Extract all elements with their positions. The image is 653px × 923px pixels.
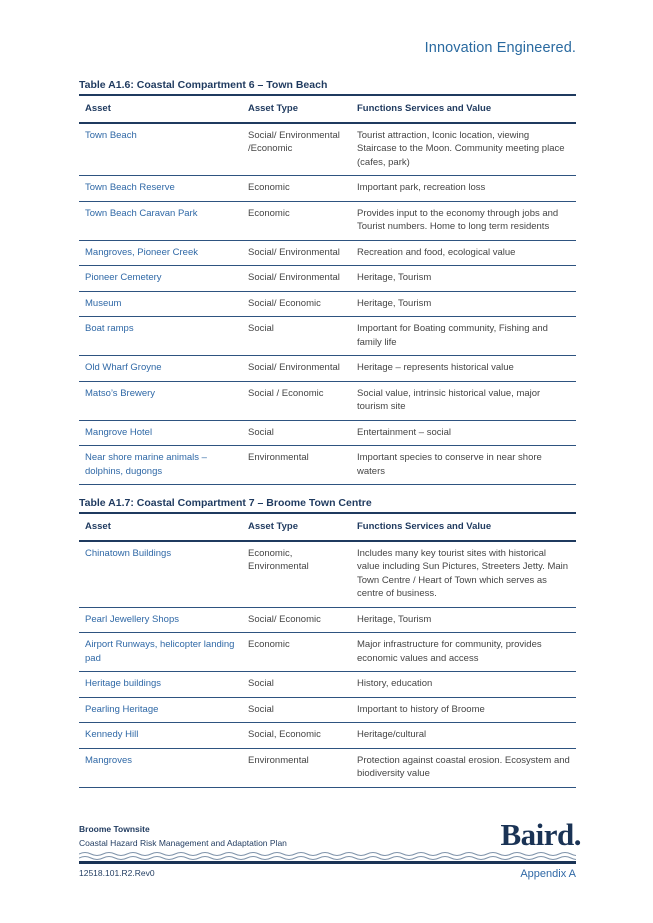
asset-type-cell: Social / Economic	[248, 387, 324, 399]
asset-cell: Matso’s Brewery	[85, 387, 156, 399]
asset-type-cell: Social	[248, 426, 274, 438]
asset-type-cell: Social/ Environmental	[248, 272, 340, 283]
table-row	[79, 240, 576, 266]
table-row	[79, 541, 576, 608]
asset-type-cell: Social/ Environmental /Economic	[248, 129, 340, 154]
asset-cell: Museum	[85, 297, 122, 309]
asset-type-cell: Social	[248, 703, 274, 715]
functions-cell: Social value, intrinsic historical value, major tourism site	[357, 387, 541, 412]
asset-cell: Pearl Jewellery Shops	[85, 613, 179, 625]
asset-type-cell: Social	[248, 323, 274, 334]
asset-type-cell: Economic, Environmental	[248, 547, 309, 572]
table-a1-7-body	[79, 541, 576, 788]
asset-type-cell: Social, Economic	[248, 729, 321, 740]
table-row	[79, 446, 576, 485]
header-tagline: Innovation Engineered.	[424, 40, 576, 56]
asset-cell: Chinatown Buildings	[85, 547, 172, 559]
table-a1-6	[79, 94, 576, 485]
table-row	[79, 201, 576, 240]
table-row	[79, 748, 576, 787]
footer-plan-title: Coastal Hazard Risk Management and Adaptation Plan	[79, 838, 287, 848]
asset-cell: Kennedy Hill	[85, 729, 139, 740]
asset-type-cell: Environmental	[248, 452, 309, 463]
column-header-functions: Functions Services and Value	[357, 103, 492, 114]
functions-cell: Important park, recreation loss	[357, 182, 486, 193]
asset-cell: Town Beach Reserve	[85, 182, 175, 193]
baird-logo: Baird.	[500, 817, 581, 852]
asset-type-cell: Social	[248, 678, 274, 689]
asset-cell: Town Beach Caravan Park	[85, 207, 198, 219]
functions-cell: Heritage, Tourism	[357, 272, 432, 283]
column-header-asset-type: Asset Type	[248, 521, 298, 532]
table-row	[79, 266, 576, 292]
wave-divider-icon	[79, 851, 576, 864]
asset-cell: Near shore marine animals – dolphins, dugongs	[85, 452, 207, 477]
functions-cell: Important for Boating community, Fishing and family life	[357, 323, 548, 348]
asset-cell: Pioneer Cemetery	[85, 272, 162, 283]
document-reference: 12518.101.R2.Rev0	[79, 868, 155, 878]
functions-cell: Important species to conserve in near shore waters	[357, 452, 542, 477]
asset-type-cell: Social/ Economic	[248, 613, 321, 625]
asset-type-cell: Environmental	[248, 754, 309, 766]
asset-cell: Airport Runways, helicopter landing pad	[85, 639, 235, 664]
table-row	[79, 607, 576, 633]
functions-cell: Major infrastructure for community, provides economic values and access	[357, 639, 542, 664]
functions-cell: Includes many key tourist sites with historical value including Sun Pictures, Streeters Jetty. Main Town Centre / Heart of Town which serves as centre of business.	[357, 547, 569, 599]
asset-type-cell: Social/ Environmental	[248, 362, 340, 373]
asset-cell: Mangrove Hotel	[85, 426, 153, 438]
functions-cell: Heritage, Tourism	[357, 613, 432, 625]
table-a1-7	[79, 512, 576, 788]
functions-cell: Provides input to the economy through jobs and Tourist numbers. Home to long term residents	[357, 207, 559, 232]
asset-cell: Pearling Heritage	[85, 703, 159, 715]
table-row	[79, 176, 576, 202]
functions-cell: Protection against coastal erosion. Ecosystem and biodiversity value	[357, 754, 570, 779]
asset-cell: Old Wharf Groyne	[85, 362, 162, 373]
table-row	[79, 356, 576, 382]
table-header-row	[79, 513, 576, 541]
table-row	[79, 291, 576, 317]
column-header-functions: Functions Services and Value	[357, 521, 492, 532]
asset-cell: Mangroves	[85, 754, 132, 766]
table-row	[79, 672, 576, 698]
functions-cell: Important to history of Broome	[357, 703, 485, 715]
functions-cell: History, education	[357, 678, 433, 689]
functions-cell: Heritage, Tourism	[357, 297, 432, 309]
table-row	[79, 420, 576, 446]
column-header-asset: Asset	[85, 103, 111, 114]
functions-cell: Tourist attraction, Iconic location, viewing Staircase to the Moon. Community meeting place (cafes, park)	[357, 129, 565, 168]
table-a1-7-title: Table A1.7: Coastal Compartment 7 – Broome Town Centre	[79, 497, 372, 509]
functions-cell: Entertainment – social	[357, 426, 451, 438]
asset-cell: Town Beach	[85, 129, 137, 141]
table-a1-6-title: Table A1.6: Coastal Compartment 6 – Town Beach	[79, 79, 328, 91]
table-row	[79, 697, 576, 723]
table-row	[79, 633, 576, 672]
table-row	[79, 381, 576, 420]
asset-cell: Boat ramps	[85, 323, 134, 334]
table-header-row	[79, 95, 576, 123]
column-header-asset: Asset	[85, 521, 111, 532]
asset-type-cell: Economic	[248, 207, 290, 219]
asset-type-cell: Social/ Environmental	[248, 246, 340, 258]
asset-cell: Heritage buildings	[85, 678, 162, 689]
column-header-asset-type: Asset Type	[248, 103, 298, 114]
functions-cell: Heritage – represents historical value	[357, 362, 514, 373]
asset-type-cell: Social/ Economic	[248, 297, 321, 309]
asset-type-cell: Economic	[248, 639, 290, 650]
footer-org-name: Broome Townsite	[79, 824, 150, 834]
table-row	[79, 317, 576, 356]
table-a1-6-body	[79, 123, 576, 485]
asset-type-cell: Economic	[248, 182, 290, 193]
functions-cell: Heritage/cultural	[357, 729, 427, 740]
functions-cell: Recreation and food, ecological value	[357, 246, 516, 258]
appendix-label: Appendix A	[520, 868, 576, 880]
table-row	[79, 723, 576, 749]
asset-cell: Mangroves, Pioneer Creek	[85, 246, 198, 258]
table-row	[79, 123, 576, 176]
